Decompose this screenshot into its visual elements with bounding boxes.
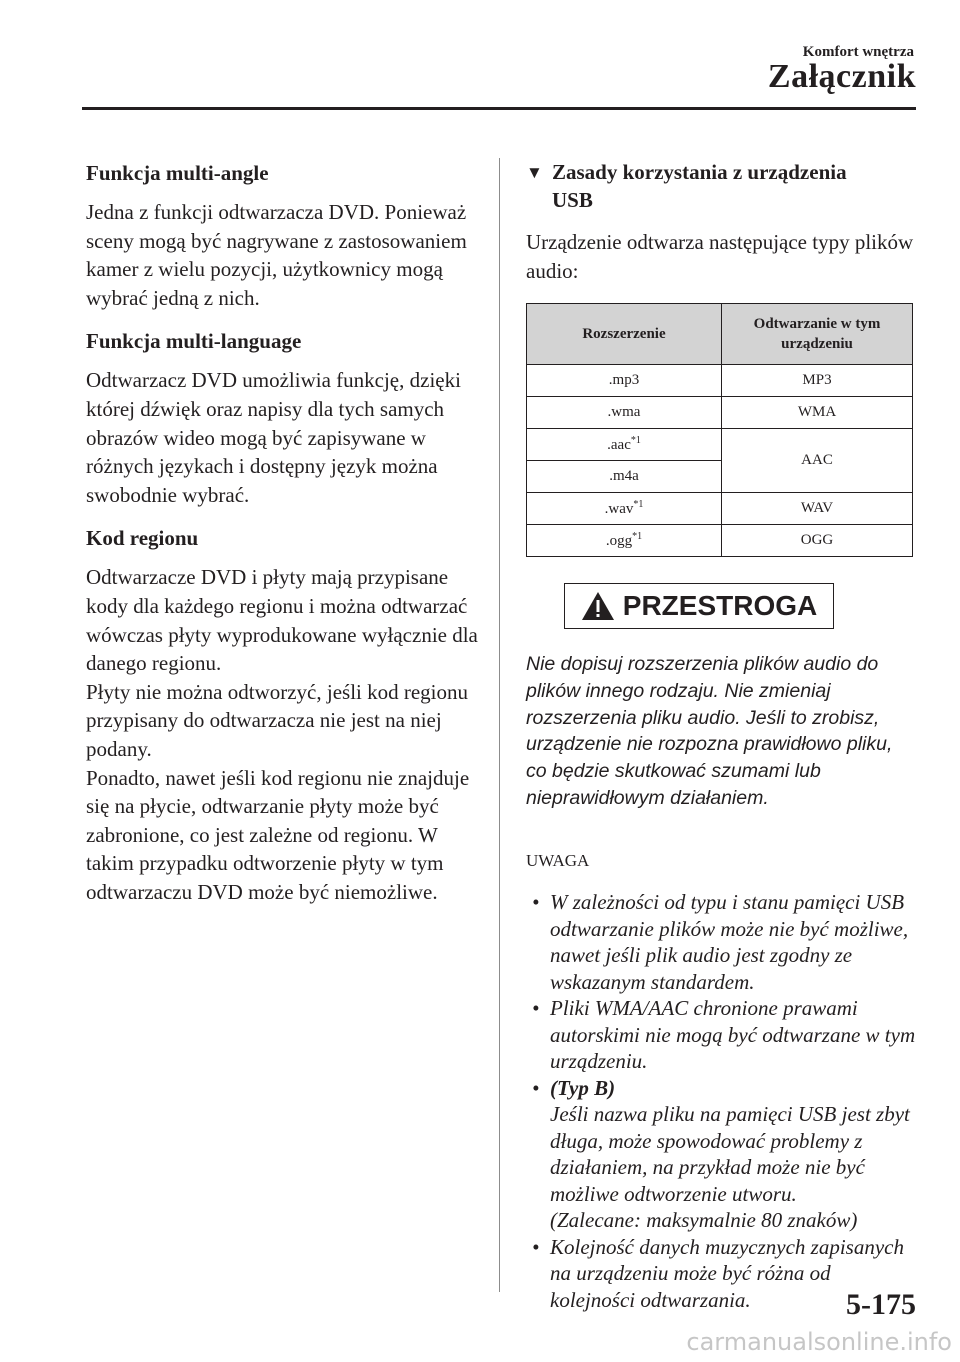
table-cell-ext: .m4a [527, 461, 722, 493]
triangle-marker-icon: ▼ [526, 163, 543, 182]
bullet-icon: • [532, 890, 540, 915]
note-list [526, 889, 918, 1313]
region-code-text-2: Płyty nie można odtworzyć, jeśli kod regionu przypisany do odtwarzacza nie jest na niej podany. [86, 679, 469, 761]
region-code-heading: Kod regionu [86, 526, 199, 551]
header-rule [82, 107, 916, 110]
chapter-title: Załącznik [767, 58, 916, 95]
table-row [527, 365, 913, 397]
note-heading: UWAGA [526, 851, 590, 871]
table-row [527, 397, 913, 429]
table-cell-format: AAC [722, 429, 913, 493]
caution-text: Nie dopisuj rozszerzenia plików audio do plików innego rodzaju. Nie zmieniaj rozszerzenia pliku audio. Jeśli to zrobisz, urządzenie nie rozpozna prawidłowo pliku, co będzie skutkować szumami lub nieprawidłowym działaniem. [526, 653, 893, 809]
multi-angle-text: Jedna z funkcji odtwarzacza DVD. Ponieważ sceny mogą być nagrywane z zastosowaniem kamer z wielu pozycji, użytkownicy mogą wybrać jedną z nich. [86, 200, 467, 310]
column-divider [499, 158, 500, 1292]
table-cell-ext: .wav$^{*1}$ [527, 493, 722, 525]
table-cell-format: MP3 [722, 365, 913, 397]
region-code-text-3: Ponadto, nawet jeśli kod regionu nie znajduje się na płycie, odtwarzanie płyty może być zabronione, co jest zależne od regionu. W takim przypadku odtworzenie płyty w tym odtwarzaczu DVD może być niemożliwe. [86, 765, 470, 904]
table-cell-ext: .aac$^{*1}$ [527, 429, 722, 461]
note-text: Pliki WMA/AAC chronione prawami autorskimi nie mogą być odtwarzane w tym urządzeniu. [550, 996, 916, 1074]
table-cell-format: OGG [722, 525, 913, 557]
audio-format-table [526, 303, 913, 557]
table-header-playback: Odtwarzanie w tym urządzeniu [722, 304, 913, 365]
caution-box [564, 583, 834, 629]
usb-section-title: Zasady korzystania z urządzenia USB [552, 160, 847, 212]
bullet-icon: • [532, 996, 540, 1021]
list-item [526, 995, 918, 1075]
multi-angle-heading: Funkcja multi-angle [86, 161, 269, 185]
table-row [527, 429, 913, 461]
caution-label: PRZESTROGA [622, 590, 818, 622]
note-text: W zależności od typu i stanu pamięci USB odtwarzanie plików może nie być możliwe, nawet jeśli plik audio jest zgodny ze wskazanym standardem. [550, 890, 909, 994]
watermark: carmanualsonline.info [686, 1328, 952, 1356]
list-item [526, 1075, 918, 1234]
warning-triangle-icon [581, 591, 615, 621]
list-item [526, 889, 918, 995]
note-text: Jeśli nazwa pliku na pamięci USB jest zbyt długa, może spowodować problemy z działaniem, na przykład może nie być możliwe odtworzenie utworu. (Zalecane: maksymalnie 80 znaków) [550, 1102, 910, 1233]
usb-section-heading [526, 158, 918, 214]
table-cell-ext: .ogg$^{*1}$ [527, 525, 722, 557]
bullet-icon: • [532, 1234, 540, 1259]
right-column [526, 158, 918, 1313]
multi-language-heading: Funkcja multi-language [86, 329, 302, 354]
table-row [527, 525, 913, 557]
table-cell-format: WMA [722, 397, 913, 429]
usb-intro-text: Urządzenie odtwarza następujące typy plików audio: [526, 230, 914, 283]
multi-language-text: Odtwarzacz DVD umożliwia funkcję, dzięki której dźwięk oraz napisy dla tych samych obrazów wideo mogą być zapisywane w różnych językach i dostępny język można swobodnie wybrać. [86, 368, 461, 507]
region-code-text-1: Odtwarzacze DVD i płyty mają przypisane kody dla każdego regionu i można odtwarzać wówczas płyty wyprodukowane wyłącznie dla danego regionu. [86, 565, 478, 676]
table-cell-ext: .mp3 [527, 365, 722, 397]
table-cell-format: WAV [722, 493, 913, 525]
note-text: Kolejność danych muzycznych zapisanych na urządzeniu może być różna od kolejności odtwarzania. [550, 1234, 904, 1312]
note-type-label: (Typ B) [550, 1075, 616, 1100]
bullet-icon: • [532, 1075, 540, 1100]
chapter-subtitle: Komfort wnętrza [802, 44, 914, 60]
table-cell-ext: .wma [527, 397, 722, 429]
page-number: 5-175 [846, 1288, 916, 1321]
table-row [527, 493, 913, 525]
left-column [86, 158, 486, 906]
table-header-extension: Rozszerzenie [527, 304, 722, 365]
